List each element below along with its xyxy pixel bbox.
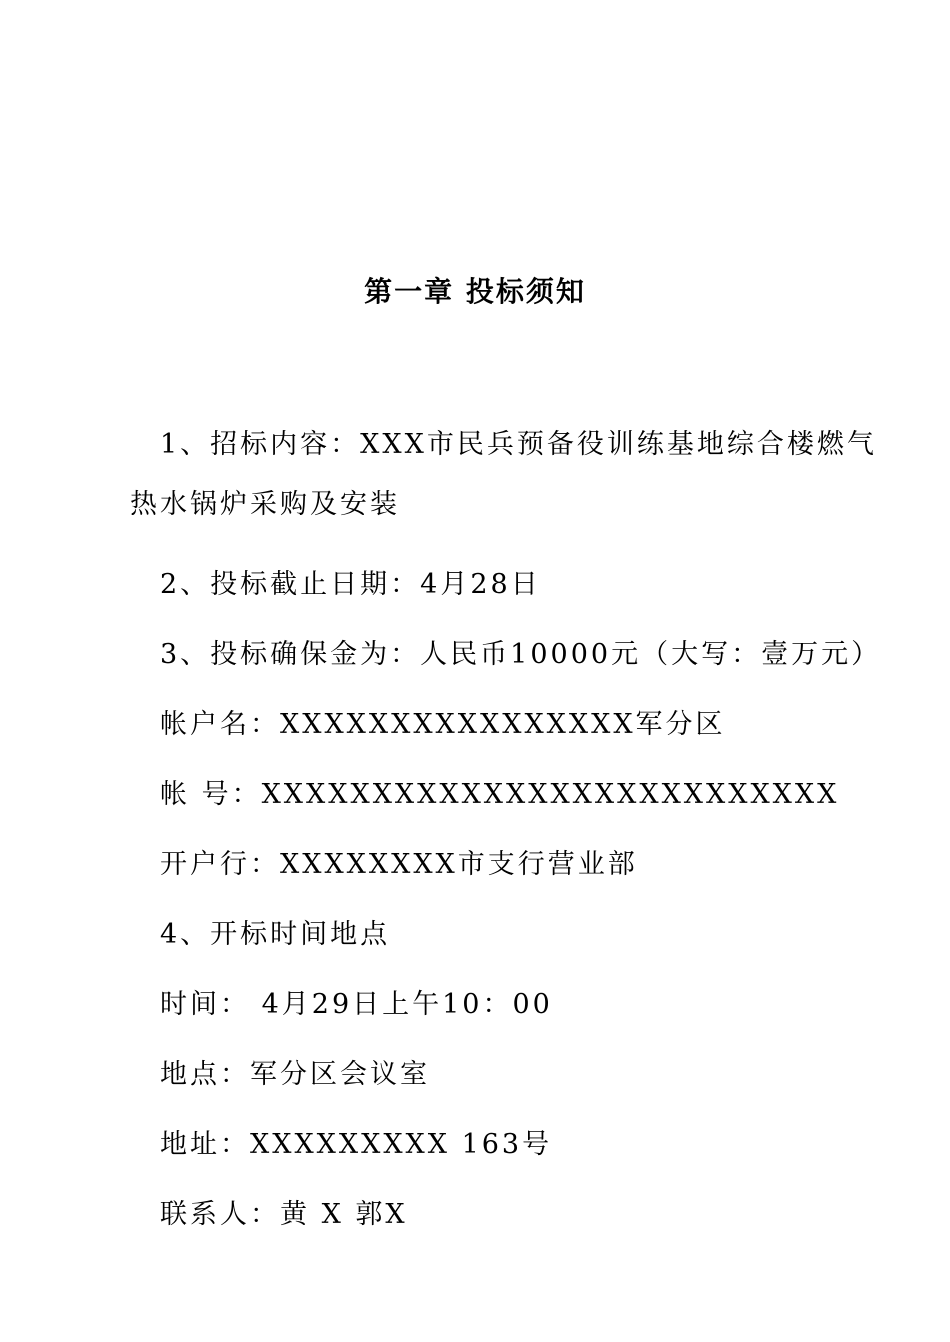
address: 地址：XXXXXXXXX 163号 [160, 1129, 553, 1160]
bank-name: 开户行：XXXXXXXX市支行营业部 [160, 849, 638, 880]
item-1-line-2: 热水锅炉采购及安装 [130, 489, 400, 520]
opening-place: 地点：军分区会议室 [160, 1059, 430, 1090]
contact-person: 联系人：黄 X 郭X [160, 1199, 408, 1230]
item-2-deadline: 2、投标截止日期：4月28日 [160, 569, 541, 600]
opening-time: 时间： 4月29日上午10：00 [160, 989, 553, 1020]
item-1-line-1: 1、招标内容：XXX市民兵预备役训练基地综合楼燃气 [160, 429, 877, 460]
item-3-deposit: 3、投标确保金为：人民币10000元（大写：壹万元） [160, 639, 882, 670]
item-4-opening: 4、开标时间地点 [160, 919, 391, 950]
account-number: 帐 号：XXXXXXXXXXXXXXXXXXXXXXXXXX [160, 779, 840, 810]
chapter-title: 第一章 投标须知 [364, 275, 586, 308]
account-name: 帐户名：XXXXXXXXXXXXXXXX军分区 [160, 709, 726, 740]
